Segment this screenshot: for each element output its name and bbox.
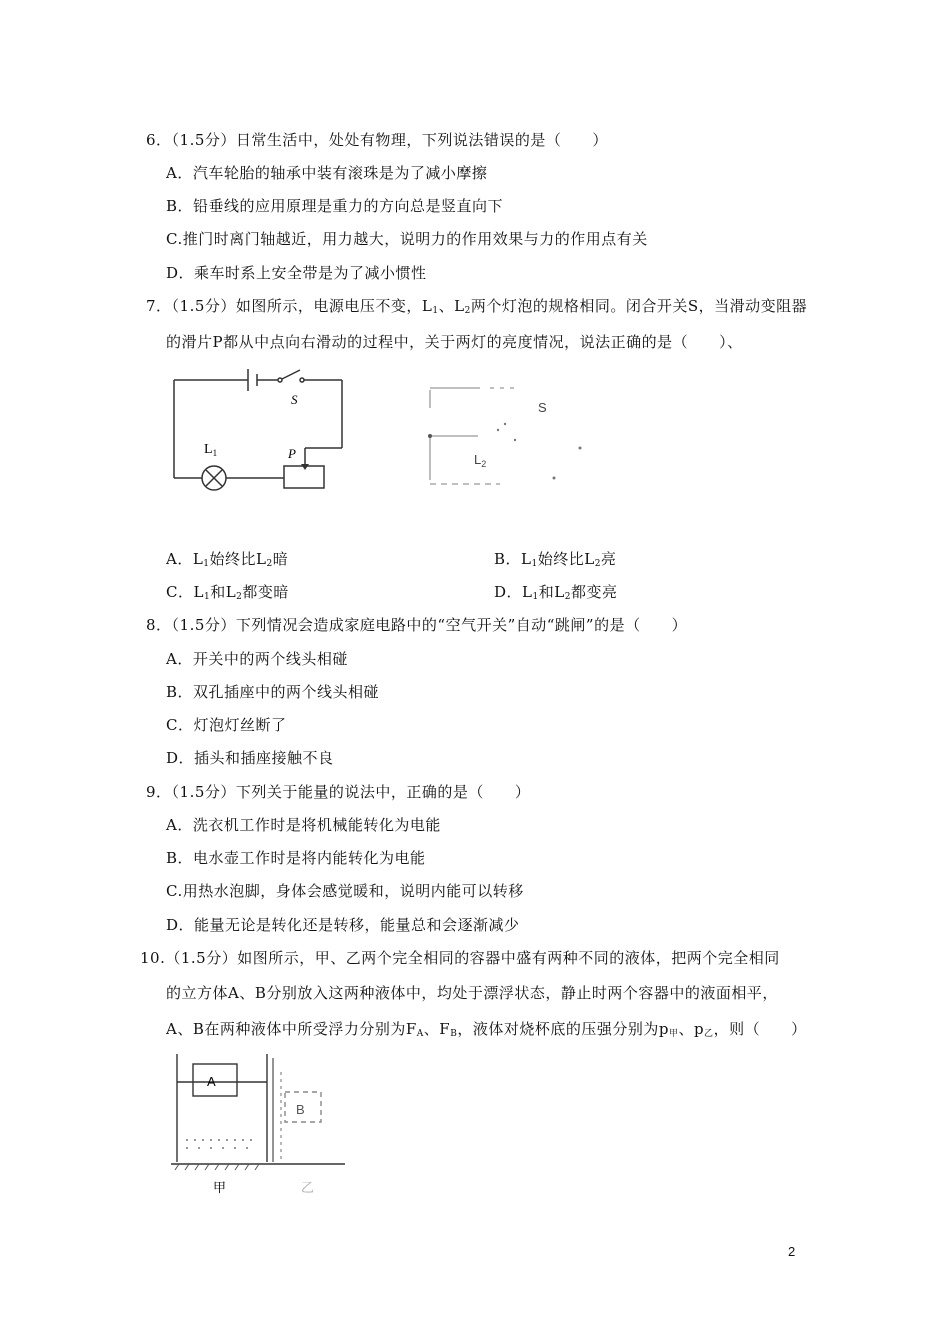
q6-option-c: C.推门时离门轴越近，用力越大，说明力的作用效果与力的作用点有关 [166, 230, 648, 248]
q8-option-b: B．双孔插座中的两个线头相碰 [166, 683, 380, 701]
page-number: 2 [788, 1244, 796, 1259]
q7-stem-line2: 的滑片P都从中点向右滑动的过程中，关于两灯的亮度情况，说法正确的是（ ）、 [166, 333, 743, 351]
q7-circuit-diagram [160, 360, 360, 500]
q6-stem: 6．（1.5分）日常生活中，处处有物理，下列说法错误的是（ ） [146, 131, 608, 149]
q7-circuit-diagram-2 [420, 380, 600, 500]
q9-option-c: C.用热水泡脚，身体会感觉暖和，说明内能可以转移 [166, 882, 524, 900]
q6-option-d: D．乘车时系上安全带是为了减小惯性 [166, 264, 427, 282]
q9-option-b: B．电水壶工作时是将内能转化为电能 [166, 849, 426, 867]
q8-stem: 8．（1.5分）下列情况会造成家庭电路中的“空气开关”自动“跳闸”的是（ ） [146, 616, 688, 634]
q10-fig-label-a: A [207, 1074, 216, 1089]
q7-fig-label-p: P [288, 446, 296, 461]
q7-option-b: B．$L_1$始终比$L_2$亮 [494, 550, 617, 569]
q8-option-a: A．开关中的两个线头相碰 [166, 650, 348, 668]
q10-containers-diagram [165, 1052, 365, 1198]
q9-stem: 9．（1.5分）下列关于能量的说法中，正确的是（ ） [146, 783, 531, 801]
q7-fig-label-s: S [291, 392, 298, 407]
q10-fig-label-yi: 乙 [301, 1181, 315, 1196]
q6-option-a: A．汽车轮胎的轴承中装有滚珠是为了减小摩擦 [166, 164, 488, 182]
q10-stem-line3: A、B在两种液体中所受浮力分别为$F_A$、$F_B$，液体对烧杯底的压强分别为$p_甲$、$p_乙$，则（ ） [166, 1020, 807, 1039]
q8-option-c: C．灯泡灯丝断了 [166, 716, 287, 734]
q7-fig-label-l1: $L_1$ [204, 442, 218, 458]
q7-option-d: D．$L_1$和$L_2$都变亮 [494, 583, 618, 602]
q7-option-c: C．$L_1$和$L_2$都变暗 [166, 583, 289, 602]
q7-stem-line1: 7．（1.5分）如图所示，电源电压不变，$L_1$、$L_2$两个灯泡的规格相同。闭合开关S，当滑动变阻器 [146, 297, 808, 316]
q7-fig2-label-s: S [538, 400, 547, 415]
q10-fig-label-jia: 甲 [213, 1181, 227, 1196]
q6-option-b: B．铅垂线的应用原理是重力的方向总是竖直向下 [166, 197, 504, 215]
q9-option-a: A．洗衣机工作时是将机械能转化为电能 [166, 816, 441, 834]
q10-fig-label-b: B [296, 1102, 305, 1117]
q9-option-d: D．能量无论是转化还是转移，能量总和会逐渐减少 [166, 916, 520, 934]
q7-fig2-label-l2: $L_2$ [474, 452, 487, 469]
q7-option-a: A．$L_1$始终比$L_2$暗 [166, 550, 289, 569]
q8-option-d: D．插头和插座接触不良 [166, 749, 334, 767]
q10-stem-line1: 10.（1.5分）如图所示，甲、乙两个完全相同的容器中盛有两种不同的液体，把两个完全相同 [140, 949, 780, 967]
q10-stem-line2: 的立方体A、B分别放入这两种液体中，均处于漂浮状态，静止时两个容器中的液面相平， [166, 984, 778, 1002]
